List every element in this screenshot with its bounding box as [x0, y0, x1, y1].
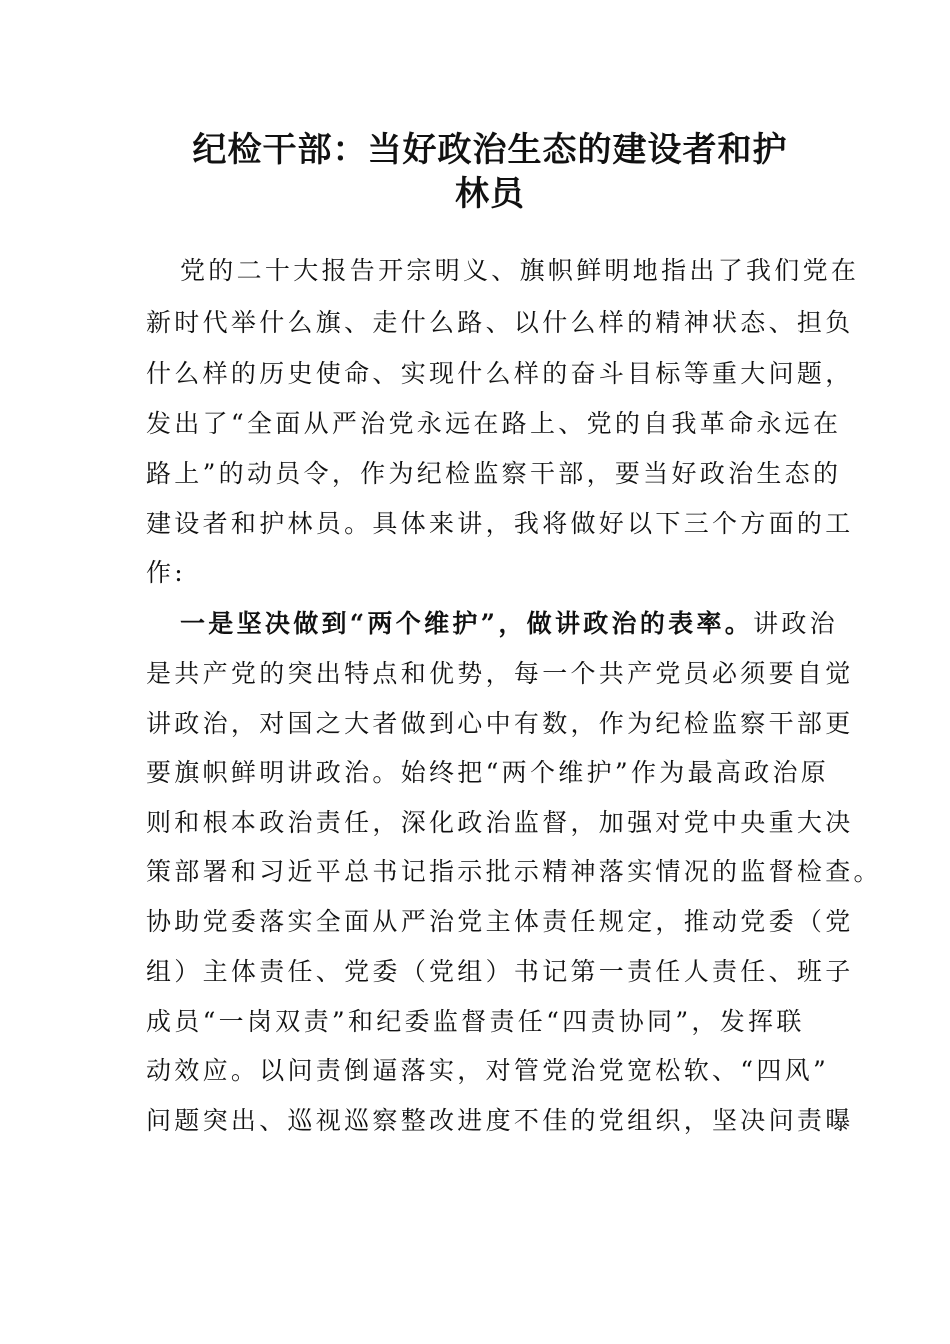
paragraph-2-line-10: 动效应。以问责倒逼落实，对管党治党宽松软、“四风”: [146, 1056, 830, 1085]
document-title-line-1: 纪检干部：当好政治生态的建设者和护: [192, 130, 788, 170]
paragraph-2-line-5: 则和根本政治责任，深化政治监督，加强对党中央重大决: [146, 808, 854, 837]
paragraph-2-line-6: 策部署和习近平总书记指示批示精神落实情况的监督检查。: [146, 857, 882, 886]
paragraph-2-line-2: 是共产党的突出特点和优势，每一个共产党员必须要自觉: [146, 659, 854, 688]
paragraph-2-lead-rest: 讲政治: [753, 609, 838, 638]
paragraph-2-line-9: 成员“一岗双责”和纪委监督责任“四责协同”，发挥联: [146, 1007, 805, 1036]
paragraph-2-line-7: 协助党委落实全面从严治党主体责任规定，推动党委（党: [146, 907, 854, 936]
document-title-line-2: 林员: [455, 174, 525, 214]
paragraph-1-line-5: 路上”的动员令，作为纪检监察干部，要当好政治生态的: [146, 459, 842, 488]
paragraph-2-first-line: [180, 609, 840, 639]
paragraph-2-line-3: 讲政治，对国之大者做到心中有数，作为纪检监察干部更: [146, 709, 854, 738]
paragraph-2-bold-lead: 一是坚决做到“两个维护”，做讲政治的表率。: [180, 609, 754, 638]
paragraph-1-line-1: 党的二十大报告开宗明义、旗帜鲜明地指出了我们党在: [180, 256, 860, 285]
paragraph-1-line-4: 发出了“全面从严治党永远在路上、党的自我革命永远在: [146, 409, 842, 438]
paragraph-2-line-8: 组）主体责任、党委（党组）书记第一责任人责任、班子: [146, 957, 854, 986]
paragraph-1-line-6: 建设者和护林员。具体来讲，我将做好以下三个方面的工: [146, 509, 854, 538]
paragraph-1-line-2: 新时代举什么旗、走什么路、以什么样的精神状态、担负: [146, 308, 854, 337]
paragraph-1-line-7: 作:: [146, 558, 187, 587]
paragraph-1-line-3: 什么样的历史使命、实现什么样的奋斗目标等重大问题，: [146, 359, 854, 388]
paragraph-2-line-4: 要旗帜鲜明讲政治。始终把“两个维护”作为最高政治原: [146, 758, 830, 787]
paragraph-2-line-11: 问题突出、巡视巡察整改进度不佳的党组织，坚决问责曝: [146, 1106, 854, 1135]
